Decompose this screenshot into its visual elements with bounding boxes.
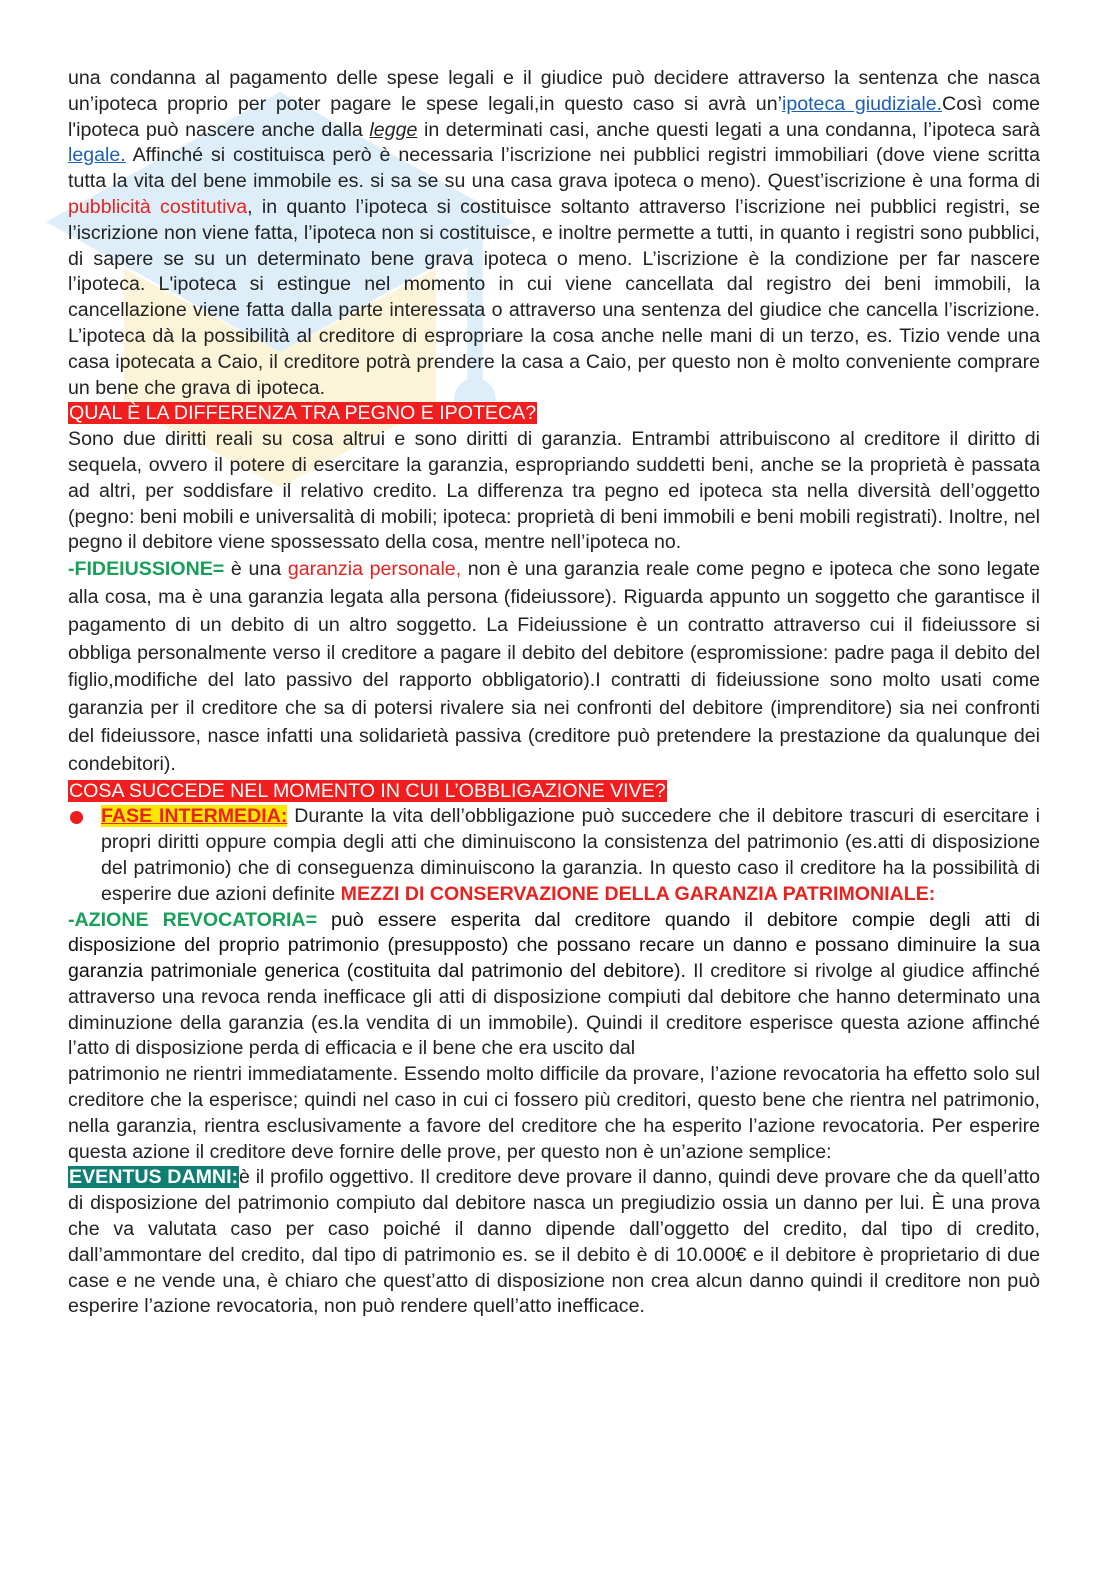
paragraph-eventus-damni: EVENTUS DAMNI:è il profilo oggettivo. Il creditore deve provare il danno, quindi deve provare che da quell’atto di disposizione del patrimonio compiuto dal debitore nasca un pregiudizio ossia un danno per lui. È una prova che va valutata caso per caso poiché il danno dipende dall’oggetto del credito, dal tipo di credito, dall’ammontare del credito, dal tipo di patrimonio es. se il debito è di 10.000€ e il debitore è proprietario di due case e ne vende una, è chiaro che quest’atto di disposizione non crea alcun danno quindi il creditore non può esperire l’azione revocatoria, non può rendere quell’atto inefficace. bbox=[68, 1166, 1040, 1318]
term-garanzia-personale: garanzia personale, bbox=[287, 558, 462, 581]
paragraph-patrimonio: patrimonio ne rientri immediatamente. Essendo molto difficile da provare, l’azione revocatoria ha effetto solo sul creditore che la esperisce; quindi nel caso in cui ci fossero più creditori, questo bene che rientra nel patrimonio, nella garanzia, rientra esclusivamente a favore del creditore che ha esperito l’azione revocatoria. Per esperire questa azione il creditore deve fornire delle prove, per questo non è un’azione semplice: bbox=[68, 1063, 1040, 1163]
term-pubblicita-costitutiva: pubblicità costitutiva bbox=[68, 195, 248, 218]
term-mezzi-conservazione: MEZZI DI CONSERVAZIONE DELLA GARANZIA PATRIMONIALE: bbox=[340, 882, 936, 905]
question-heading-obbligazione: COSA SUCCEDE NEL MOMENTO IN CUI L’OBBLIGAZIONE VIVE? bbox=[69, 779, 666, 802]
link-legale[interactable]: legale. bbox=[68, 144, 126, 167]
term-fideiussione: -FIDEIUSSIONE= bbox=[68, 558, 225, 581]
paragraph-ipoteca: una condanna al pagamento delle spese legali e il giudice può decidere attraverso la sentenza che nasca un’ipoteca proprio per poter pagare le spese legali,in questo caso si avrà un’ipoteca giudiziale.Così come l'ipoteca può nascere anche dalla legge in determinati casi, anche questi legati a una condanna, l’ipoteca sarà legale. Affinché si costituisca però è necessaria l’iscrizione nei pubblici registri immobiliari (dove viene scritta tutta la vita del bene immobile es. si sa se su una casa grava ipoteca o meno). Quest’iscrizione è una forma di pubblicità costitutiva, in quanto l’ipoteca si costituisce soltanto attraverso l’iscrizione nei pubblici registri, se l’iscrizione non viene fatta, l’ipoteca non si costituisce, e inoltre permette a tutti, in quanto i registri sono pubblici, di sapere se su un determinato bene grava ipoteca o meno. L’iscrizione è la condizione per far nascere l’ipoteca. L'ipoteca si estingue nel momento in cui viene cancellata dal registro dei beni immobili, la cancellazione viene fatta dalla parte interessata o attraverso una sentenza del giudice che cancella l’iscrizione. L’ipoteca dà la possibilità al creditore di espropriare la cosa anche nelle mani di un terzo, es. Tizio vende una casa ipotecata a Caio, il creditore potrà prendere la casa a Caio, per questo non è molto conveniente comprare un bene che grava di ipoteca. bbox=[68, 67, 1041, 399]
term-fase-intermedia: FASE INTERMEDIA: bbox=[101, 805, 288, 828]
term-legge: legge bbox=[369, 118, 418, 141]
paragraph-fideiussione: -FIDEIUSSIONE= è una garanzia personale, non è una garanzia reale come pegno e ipoteca che sono legate alla cosa, ma è una garanzia legata alla persona (fideiussore). Riguarda appunto un soggetto che garantisce il pagamento di un debito di un altro soggetto. La Fideiussione è un contratto attraverso cui il fideiussore si obbliga personalmente verso il creditore a pagare il debito del debitore (espromissione: padre paga il debito del figlio,modifiche del lato passivo del rapporto obbligatorio).I contratti di fideiussione sono molto usati come garanzia per il creditore che sa di potersi rivalere sia nei confronti del debitore (imprenditore) sia nei confronti del fideiussore, nasce infatti una solidarietà passiva (creditore può pretendere la prestazione da qualunque dei condebitori). bbox=[68, 558, 1041, 775]
term-azione-revocatoria: -AZIONE REVOCATORIA= bbox=[68, 908, 318, 931]
question-heading-pegno-ipoteca: QUAL È LA DIFFERENZA TRA PEGNO E IPOTECA? bbox=[69, 402, 537, 425]
bullet-dot-icon bbox=[70, 811, 83, 824]
bullet-fase-intermedia: FASE INTERMEDIA: Durante la vita dell’obbligazione può succedere che il debitore trascuri di esercitare i propri diritti oppure compia degli atti che diminuiscono la consistenza del patrimonio (es.atti di disposizione del patrimonio) che di conseguenza diminuiscono la garanzia. In questo caso il creditore ha la possibilità di esperire due azioni definite MEZZI DI CONSERVAZIONE DELLA GARANZIA PATRIMONIALE: bbox=[68, 804, 1040, 907]
document-page bbox=[68, 66, 1040, 1320]
term-eventus-damni: EVENTUS DAMNI: bbox=[69, 1166, 239, 1189]
link-ipoteca-giudiziale[interactable]: ipoteca giudiziale. bbox=[781, 92, 943, 115]
paragraph-pegno-ipoteca: Sono due diritti reali su cosa altrui e sono diritti di garanzia. Entrambi attribuiscono al creditore il diritto di sequela, ovvero il potere di esercitare la garanzia, espropriando suddetti beni, anche se la proprietà è passata ad altri, per soddisfare il relativo credito. La differenza tra pegno ed ipoteca sta nella diversità dell’oggetto (pegno: beni mobili e universalità di mobili; ipoteca: proprietà di beni immobili e beni mobili registrati). Inoltre, nel pegno il debitore viene spossessato della cosa, mentre nell’ipoteca no. bbox=[68, 428, 1040, 554]
paragraph-azione-revocatoria: -AZIONE REVOCATORIA= può essere esperita dal creditore quando il debitore compie degli atti di disposizione del proprio patrimonio (presupposto) che possano recare un danno e possano diminuire la sua garanzia patrimoniale generica (costituita dal patrimonio del debitore). Il creditore si rivolge al giudice affinché attraverso una revoca renda inefficace gli atti di disposizione compiuti dal debitore che hanno determinato una diminuzione della garanzia (es.la vendita di un immobile). Quindi il creditore esperisce questa azione affinché l’atto di disposizione perda di efficacia e il bene che era uscito dal bbox=[68, 908, 1040, 1060]
